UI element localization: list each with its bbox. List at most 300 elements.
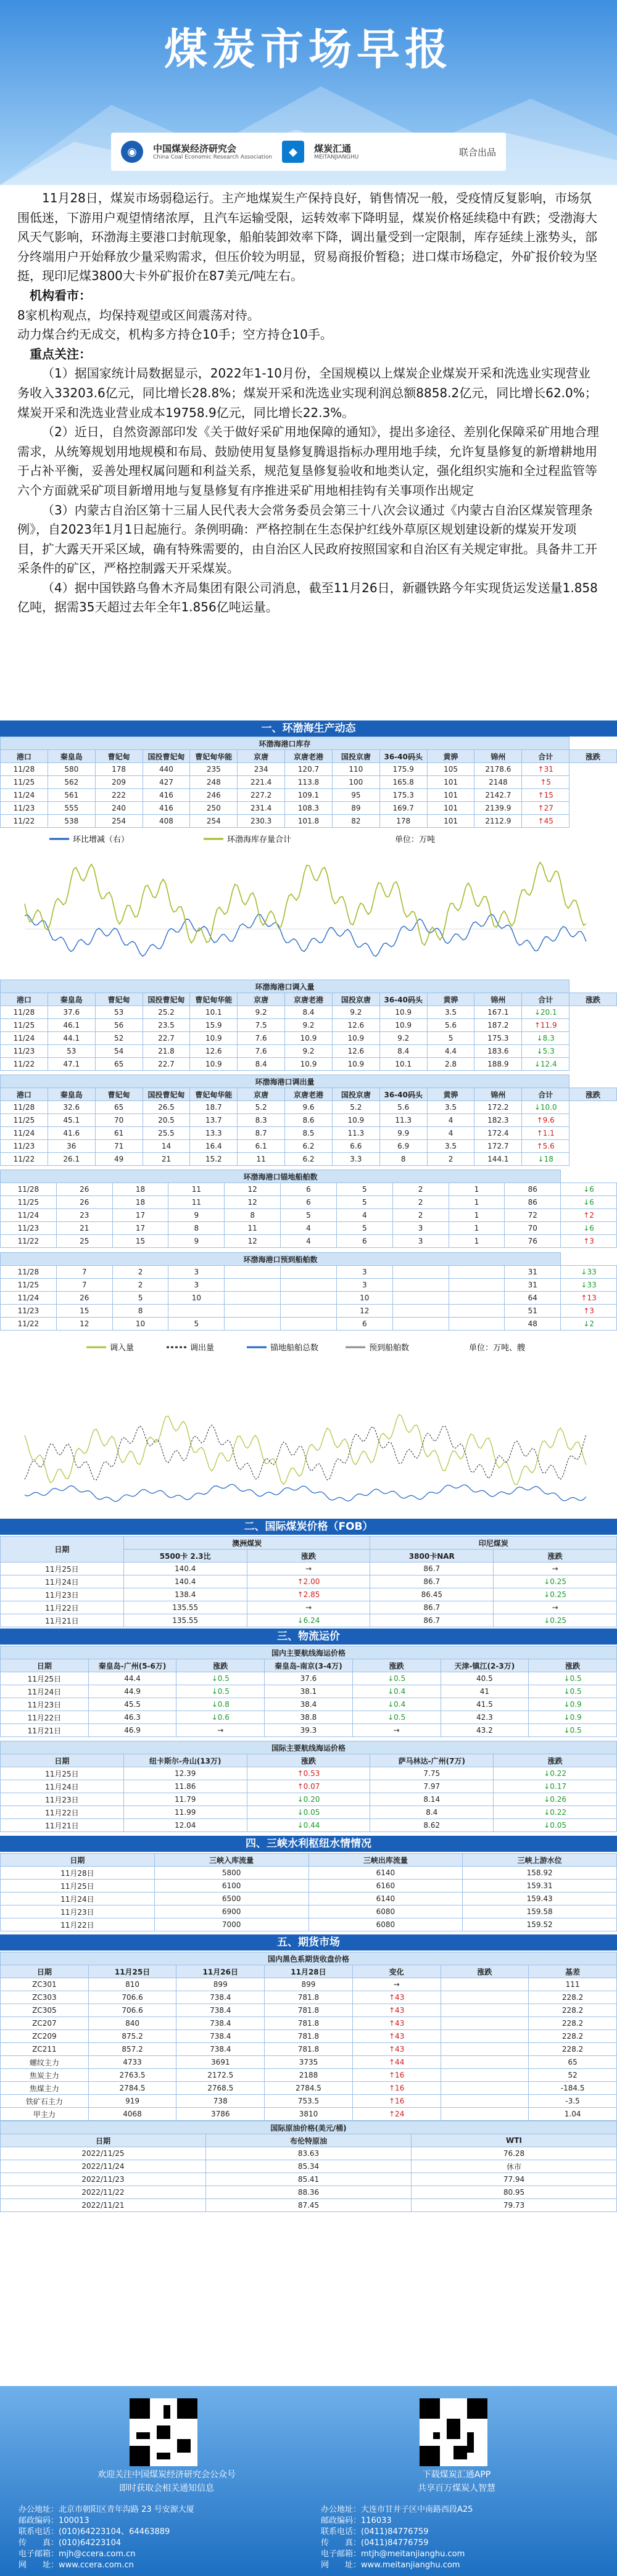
intro-p4: （1）据国家统计局数据显示，2022年1-10月份，全国规模以上煤炭企业煤炭开采和洗选业实现营业务收入33203.6亿元，同比增长28.8%；煤炭开采和洗选业实现利润总额8858.2亿元，同比增长62.0%；煤炭开采和洗选业营业成本19758.9亿元，同比增长22.3%。 [17, 366, 597, 420]
table-cell: 52 [95, 1032, 143, 1045]
column-header: 曹妃甸 [95, 993, 143, 1006]
table-cell: ↑9.6 [522, 1114, 569, 1127]
table-cell: 86.7 [370, 1575, 494, 1588]
table-cell: 53 [48, 1045, 95, 1058]
table-cell: 234 [238, 763, 285, 776]
table-cell: 10.1 [190, 1006, 238, 1019]
table-row [1, 1222, 617, 1235]
column-header: 涨跌 [494, 1754, 617, 1767]
table-cell: 41 [441, 1685, 529, 1698]
table-cell: ↓10.0 [522, 1101, 569, 1114]
column-header: 黄骅 [427, 750, 474, 763]
table-cell: 11.99 [123, 1806, 247, 1819]
intro-text [17, 189, 600, 719]
table-cell: 32.6 [48, 1101, 95, 1114]
table-cell: ↑24 [352, 2108, 441, 2121]
table-cell [441, 2056, 529, 2069]
table-cell: 140.4 [123, 1563, 247, 1575]
table-row [1, 1880, 617, 1893]
column-header: 京唐 [238, 993, 285, 1006]
table-cell: 48 [505, 1318, 561, 1331]
table-cell: 12 [225, 1196, 281, 1209]
column-header: 京唐 [238, 750, 285, 763]
table-cell: 11/25 [1, 1279, 57, 1292]
table-row [1, 2043, 617, 2056]
table-cell: 562 [48, 776, 95, 789]
table-cell: 222 [95, 789, 143, 802]
table-cell: 4 [427, 1127, 474, 1140]
table-cell: 44.1 [48, 1032, 95, 1045]
table-cell: 11月23日 [1, 1793, 124, 1806]
table-cell: 408 [143, 815, 190, 828]
table-cell: 21.8 [143, 1045, 190, 1058]
table-cell: 86 [505, 1196, 561, 1209]
chart2-legend-in: 调入量 [110, 1344, 135, 1353]
table-cell: 10.9 [285, 1032, 333, 1045]
table-cell: 840 [88, 2017, 176, 2030]
table-cell: 26.1 [48, 1153, 95, 1166]
table-cell: 4068 [88, 2108, 176, 2121]
table-cell: → [494, 1563, 617, 1575]
intro-heading-outlook: 机构看市： [30, 287, 91, 303]
table-cell: 7000 [154, 1918, 308, 1931]
table-cell: ↑43 [352, 2043, 441, 2056]
table-cell: 138.4 [123, 1588, 247, 1601]
table-cell: 5 [112, 1292, 168, 1305]
table-cell: 165.8 [379, 776, 427, 789]
table-cell: 43.2 [441, 1724, 529, 1737]
table-cell: 101 [427, 776, 474, 789]
anchor-table [0, 1170, 617, 1248]
table-cell: 4733 [88, 2056, 176, 2069]
table-cell: 135.55 [123, 1614, 247, 1627]
table-cell: 9.2 [285, 1045, 333, 1058]
table-cell: 37.6 [265, 1672, 353, 1685]
table-cell: 135.55 [123, 1601, 247, 1614]
table-cell: 5.6 [427, 1019, 474, 1032]
table-cell: 919 [88, 2095, 176, 2108]
table-cell: ↓0.8 [176, 1698, 265, 1711]
table-cell: ↓0.5 [352, 1672, 441, 1685]
table-cell: 11 [168, 1183, 225, 1196]
table-row [1, 2069, 617, 2082]
table-cell: 82 [332, 815, 379, 828]
table-cell: 227.2 [238, 789, 285, 802]
table-row [1, 1978, 617, 1991]
table-cell: 11月24日 [1, 1575, 124, 1588]
table-cell: 175.3 [379, 789, 427, 802]
table-cell: 9.2 [379, 1032, 427, 1045]
table-cell: 101.8 [285, 815, 333, 828]
table-cell: 22.7 [143, 1032, 190, 1045]
section-4-header: 四、三峡水利枢纽水情情况 [0, 1836, 617, 1852]
table-row [1, 1711, 617, 1724]
footer-right-contact: 办公地址：大连市甘井子区中南路西段A25 邮政编码：116033 联系电话：(0411)84776759 传 真：(0411)84776759 电子邮箱：mtjh@meitanjianghu.com 网 址：www.meitanjianghu.com [321, 2505, 473, 2570]
table-cell: 11月21日 [1, 1819, 124, 1832]
table-cell: 79.73 [412, 2199, 617, 2212]
table-cell: 72 [505, 1209, 561, 1222]
chart2-unit: 单位：万吨、艘 [469, 1344, 526, 1353]
table-cell: 706.6 [88, 1991, 176, 2004]
table-cell: 64 [505, 1292, 561, 1305]
table-cell: 7.5 [238, 1019, 285, 1032]
table-cell: 11/28 [1, 763, 48, 776]
table-row [1, 1672, 617, 1685]
table-row [1, 1318, 617, 1331]
table-cell: 8.62 [370, 1819, 494, 1832]
column-header: 港口 [1, 993, 48, 1006]
joint-label: 联合出品 [458, 146, 496, 158]
inflow-table [0, 980, 617, 1071]
table-cell: 158.92 [463, 1867, 617, 1880]
table-cell: 11/22 [1, 1153, 48, 1166]
table-cell: 427 [143, 776, 190, 789]
table-cell: 5 [281, 1209, 337, 1222]
table-cell: 187.2 [474, 1019, 522, 1032]
table-cell: 11/24 [1, 1292, 57, 1305]
table-cell: 12.6 [332, 1045, 379, 1058]
table-cell: 11 [238, 1153, 285, 1166]
table-cell: 86.7 [370, 1614, 494, 1627]
table-cell [392, 1292, 449, 1305]
table-cell: 2 [112, 1266, 168, 1279]
stock-table-header [1, 750, 617, 763]
table-cell: 8.4 [238, 1058, 285, 1071]
table-cell: 11/22 [1, 815, 48, 828]
table-row [1, 1893, 617, 1905]
fob-table: 日期 澳洲煤炭 印尼煤炭 5500卡 2.3比 涨跌 3800卡NAR 涨跌 11月25日 140.4 → 86.7 → 11月24日 140.4 ↑2.00 86.7 ↓0.25 11月23日 138.4 ↑2.85 86.45 ↓0.25 11月22日 135.55 → 86.7 → 11月21日 135.55 ↓6.24 86.7 ↓0.25 [0, 1536, 617, 1627]
table-cell: 228.2 [529, 2017, 617, 2030]
table-row [1, 1101, 617, 1114]
column-header: 秦皇岛 [48, 1088, 95, 1101]
table-cell: 11/24 [1, 1032, 48, 1045]
table-cell: 3 [168, 1266, 225, 1279]
table-cell: 706.6 [88, 2004, 176, 2017]
intro-p2: 8家机构观点，均保持观望或区间震荡对待。 [17, 307, 260, 323]
table-cell: ↓0.22 [494, 1767, 617, 1780]
table-cell: 11/23 [1, 1140, 48, 1153]
org1-en: China Coal Economic Research Association [153, 154, 273, 160]
table-cell: 1 [449, 1209, 505, 1222]
table-cell: → [247, 1601, 370, 1614]
column-header: 京唐 [238, 1088, 285, 1101]
table-row [1, 1698, 617, 1711]
table-cell: ↑45 [522, 815, 569, 828]
table-cell: 2784.5 [265, 2082, 353, 2095]
table-cell: ↓0.5 [529, 1685, 617, 1698]
table-cell: 2784.5 [88, 2082, 176, 2095]
table-row [1, 1819, 617, 1832]
column-header: 36-40码头 [379, 993, 427, 1006]
table-cell: 12.39 [123, 1767, 247, 1780]
table-cell: 6.2 [285, 1153, 333, 1166]
table-cell: ↓6 [561, 1196, 617, 1209]
table-cell: ↓18 [522, 1153, 569, 1166]
column-header: 日期 [1, 1754, 124, 1767]
table-cell: 10.9 [190, 1058, 238, 1071]
table-cell: 11月24日 [1, 1685, 89, 1698]
table-cell: ↑43 [352, 2017, 441, 2030]
chart1-total-line [25, 862, 586, 945]
column-header: 秦皇岛-南京(3-4万) [265, 1659, 353, 1672]
table-cell: 8.4 [370, 1806, 494, 1819]
table-cell: 9.2 [285, 1019, 333, 1032]
inflow-table-header [1, 993, 617, 1006]
table-cell: ↑2.85 [247, 1588, 370, 1601]
table-cell: ↑0.53 [247, 1767, 370, 1780]
table-cell: 6 [281, 1196, 337, 1209]
table-cell: 11/24 [1, 789, 48, 802]
table-cell: 26 [56, 1183, 112, 1196]
column-header: 36-40码头 [379, 1088, 427, 1101]
table-cell: 2768.5 [176, 2082, 265, 2095]
qr-code-app-icon [420, 2398, 487, 2466]
table-cell: 4.4 [427, 1045, 474, 1058]
table-cell: 416 [143, 802, 190, 815]
table-cell [449, 1292, 505, 1305]
chart1-legend-change: 环比增减（右） [73, 835, 130, 844]
column-header: 11月25日 [88, 1965, 176, 1978]
table-cell: ↓0.44 [247, 1819, 370, 1832]
table-row [1, 2030, 617, 2043]
table-row [1, 1918, 617, 1931]
column-header: 秦皇岛 [48, 750, 95, 763]
org2-name: 煤炭汇通 [314, 142, 352, 154]
table-cell: ↓0.9 [529, 1711, 617, 1724]
table-cell: 65 [95, 1101, 143, 1114]
table-cell: 2.8 [427, 1058, 474, 1071]
table-cell: ↑16 [352, 2095, 441, 2108]
table-cell [441, 2017, 529, 2030]
intro-heading-focus: 重点关注： [30, 346, 91, 361]
table-cell: 10 [336, 1292, 392, 1305]
table-row [1, 1140, 617, 1153]
column-header: 锦州 [474, 750, 522, 763]
column-header: 合计 [522, 993, 569, 1006]
table-cell: 2763.5 [88, 2069, 176, 2082]
table-cell: 11.79 [123, 1793, 247, 1806]
table-cell [392, 1279, 449, 1292]
table-cell: 11.3 [332, 1127, 379, 1140]
table-cell: 11/22 [1, 1235, 57, 1248]
table-cell: 738.4 [176, 2030, 265, 2043]
table-cell: ↓0.5 [529, 1724, 617, 1737]
table-cell: 23.5 [143, 1019, 190, 1032]
table-cell: 9 [168, 1235, 225, 1248]
table-cell: 228.2 [529, 1991, 617, 2004]
fob-table-body [1, 1563, 617, 1627]
table-cell: 11/28 [1, 1266, 57, 1279]
table-cell: 13.3 [190, 1127, 238, 1140]
column-header: 变化 [352, 1965, 441, 1978]
table-cell: 738.4 [176, 2043, 265, 2056]
table-cell: 5 [336, 1222, 392, 1235]
table-cell: ↓0.25 [494, 1575, 617, 1588]
table-cell: 11/23 [1, 1305, 57, 1318]
table-row [1, 776, 617, 789]
table-cell: ↓8.3 [522, 1032, 569, 1045]
column-header: 秦皇岛-广州(5-6万) [88, 1659, 176, 1672]
table-cell: 8.3 [238, 1114, 285, 1127]
table-cell: 172.2 [474, 1101, 522, 1114]
table-cell: 6080 [308, 1918, 463, 1931]
table-cell: 11/28 [1, 1006, 48, 1019]
footer-left-contact: 办公地址：北京市朝阳区青年沟路 23 号安源大厦 邮政编码：100013 联系电话：(010)64223104、64463889 传 真：(010)64223104 电子邮箱：mjh@ccera.com.cn 网 址：www.ccera.com.cn [19, 2505, 194, 2570]
table-cell: 416 [143, 789, 190, 802]
table-cell: 561 [48, 789, 95, 802]
table-cell: 20.5 [143, 1114, 190, 1127]
table-cell: 11月23日 [1, 1698, 89, 1711]
table-cell: 3 [392, 1235, 449, 1248]
table-cell: -184.5 [529, 2082, 617, 2095]
table-cell: 2 [112, 1279, 168, 1292]
table-cell: 7.6 [238, 1032, 285, 1045]
table-cell: 8.4 [379, 1045, 427, 1058]
table-row [1, 1019, 617, 1032]
table-cell: 3.3 [332, 1153, 379, 1166]
table-cell: 113.8 [285, 776, 333, 789]
table-cell: 11月23日 [1, 1905, 155, 1918]
table-cell: ZC301 [1, 1978, 89, 1991]
table-cell: 109.1 [285, 789, 333, 802]
table-cell [449, 1279, 505, 1292]
table-cell [281, 1279, 337, 1292]
table-cell: 26 [56, 1196, 112, 1209]
table-cell: ↑44 [352, 2056, 441, 2069]
table-cell: ↓0.25 [494, 1614, 617, 1627]
table-cell: → [176, 1724, 265, 1737]
table-cell: 38.1 [265, 1685, 353, 1698]
table-cell: 11月21日 [1, 1724, 89, 1737]
table-row [1, 789, 617, 802]
table-cell: 2022/11/22 [1, 2186, 206, 2199]
table-cell: 159.31 [463, 1880, 617, 1893]
table-cell: 738.4 [176, 2004, 265, 2017]
org1-name: 中国煤炭经济研究会 [153, 142, 237, 154]
table-cell: 6160 [308, 1880, 463, 1893]
column-header: 黄骅 [427, 993, 474, 1006]
column-header: 国投京唐 [332, 993, 379, 1006]
table-cell: 7 [56, 1279, 112, 1292]
column-header: 纽卡斯尔-舟山(13万) [123, 1754, 247, 1767]
org2-en: MEITANJIANGHU [314, 154, 359, 160]
table-cell: 5.2 [332, 1101, 379, 1114]
table-cell: 6900 [154, 1905, 308, 1918]
table-cell: 11/28 [1, 1101, 48, 1114]
table-cell: ↓0.5 [529, 1672, 617, 1685]
table-cell: ↓0.05 [247, 1806, 370, 1819]
table-cell: 810 [88, 1978, 176, 1991]
table-cell: ↓6 [561, 1222, 617, 1235]
table-cell: 159.43 [463, 1893, 617, 1905]
table-row [1, 1235, 617, 1248]
flow-chart [0, 1339, 617, 1516]
table-cell: 6.1 [238, 1140, 285, 1153]
table-cell: 16.4 [190, 1140, 238, 1153]
table-cell: 111 [529, 1978, 617, 1991]
table-cell: 228.2 [529, 2004, 617, 2017]
table-cell: 11/22 [1, 1318, 57, 1331]
table-cell: 10.9 [379, 1006, 427, 1019]
table-cell: ↓0.22 [494, 1806, 617, 1819]
table-cell: 76 [505, 1235, 561, 1248]
column-header: 涨跌 [352, 1659, 441, 1672]
table-cell: 15.9 [190, 1019, 238, 1032]
table-row [1, 2186, 617, 2199]
column-header: 锦州 [474, 1088, 522, 1101]
table-cell: 11 [168, 1196, 225, 1209]
table-cell: 8.4 [285, 1006, 333, 1019]
table-cell: 41.6 [48, 1127, 95, 1140]
table-row [1, 1153, 617, 1166]
table-cell: 6140 [308, 1893, 463, 1905]
table-cell: 6.6 [332, 1140, 379, 1153]
table-cell: 45.5 [88, 1698, 176, 1711]
table-cell: 38.4 [265, 1698, 353, 1711]
table-cell: 12 [225, 1183, 281, 1196]
table-cell [449, 1318, 505, 1331]
column-header: 合计 [522, 750, 569, 763]
table-cell: 2148 [474, 776, 522, 789]
table-cell: 11月22日 [1, 1806, 124, 1819]
table-cell: 83.63 [206, 2147, 412, 2160]
table-cell: 11月25日 [1, 1672, 89, 1685]
table-cell: ↑16 [352, 2082, 441, 2095]
table-cell: 31 [505, 1266, 561, 1279]
table-cell: 9.2 [332, 1006, 379, 1019]
table-cell: 5800 [154, 1867, 308, 1880]
intro-p7: （4）据中国铁路乌鲁木齐局集团有限公司消息，截至11月26日，新疆铁路今年实现货运发送量1.858亿吨，据需35天超过去年全年1.856亿吨运量。 [17, 580, 598, 615]
table-cell: ↑5.6 [522, 1140, 569, 1153]
column-header: 曹妃甸华能 [190, 993, 238, 1006]
table-cell: 26.5 [143, 1101, 190, 1114]
table-cell: 1.04 [529, 2108, 617, 2121]
table-cell: 2172.5 [176, 2069, 265, 2082]
chart1-legend-total: 环渤海库存量合计 [227, 835, 292, 844]
table-cell: 5 [427, 1032, 474, 1045]
table-cell: ↓5.3 [522, 1045, 569, 1058]
table-cell [441, 1991, 529, 2004]
table-cell: 10.9 [332, 1058, 379, 1071]
table-cell: 17 [112, 1222, 168, 1235]
pre-arrival-table [0, 1252, 617, 1331]
table-cell: 6.2 [285, 1140, 333, 1153]
table-cell: 86 [505, 1183, 561, 1196]
table-cell: 31 [505, 1279, 561, 1292]
intro-p1: 11月28日，煤炭市场弱稳运行。主产地煤炭生产保持良好，销售情况一般，受疫情反复影响，市场氛围低迷，下游用户观望情绪浓厚，且汽车运输受限，运转效率下降明显，煤炭价格延续稳中有跌；受渤海大风天气影响，环渤海主要港口封航现象，船舶装卸效率下降，调出量受到一定限制，库存延续上涨势头，部分终端用户开始释放少量采购需求，但压价较为明显，贸易商报价暂稳；进口煤市场稳定，外矿报价较为坚挺，现印尼煤3800大卡外矿报价在87美元/吨左右。 [17, 191, 597, 284]
table-row [1, 1114, 617, 1127]
column-header: 曹妃甸 [95, 1088, 143, 1101]
table-cell: 1 [449, 1235, 505, 1248]
table-cell: ↓0.25 [494, 1588, 617, 1601]
table-row [1, 1266, 617, 1279]
anchor-table-body [1, 1183, 617, 1248]
report-title: 煤炭市场早报 [164, 24, 453, 75]
table-cell: 100 [332, 776, 379, 789]
table-cell: 178 [95, 763, 143, 776]
table-cell: 76.28 [412, 2147, 617, 2160]
table-cell: 12.6 [190, 1045, 238, 1058]
stock-chart [0, 830, 617, 978]
table-cell: 15 [112, 1235, 168, 1248]
table-cell: 182.3 [474, 1114, 522, 1127]
table-cell: 2 [392, 1196, 449, 1209]
table-cell: 46.9 [88, 1724, 176, 1737]
table-cell: 45.1 [48, 1114, 95, 1127]
table-cell: ↓33 [561, 1266, 617, 1279]
table-cell: 21 [143, 1153, 190, 1166]
table-cell: 108.3 [285, 802, 333, 815]
